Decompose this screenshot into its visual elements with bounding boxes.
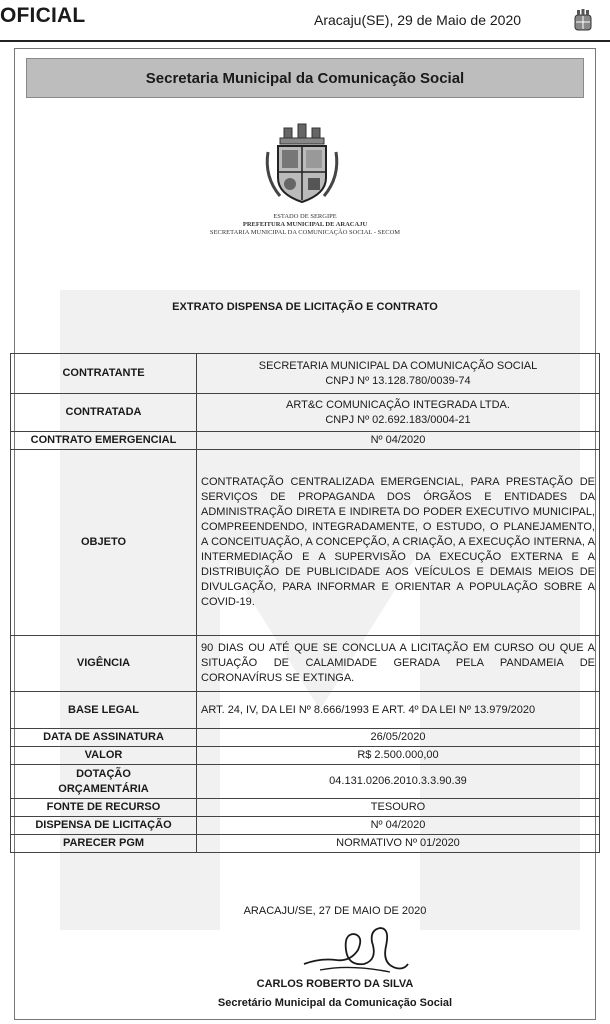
value-contrato: Nº 04/2020 — [197, 432, 600, 450]
header-title: OFICIAL — [0, 4, 86, 27]
institution-prefeitura: PREFEITURA MUNICIPAL DE ARACAJU — [242, 221, 368, 228]
label-dispensa: DISPENSA DE LICITAÇÃO — [11, 817, 197, 835]
label-contratada: CONTRATADA — [11, 394, 197, 432]
label-data-assinatura: DATA DE ASSINATURA — [11, 729, 197, 747]
section-banner: Secretaria Municipal da Comunicação Social — [26, 58, 584, 98]
label-parecer: PARECER PGM — [11, 835, 197, 853]
value-data-assinatura: 26/05/2020 — [197, 729, 600, 747]
label-base-legal: BASE LEGAL — [11, 692, 197, 729]
table-row — [11, 729, 600, 747]
table-row — [11, 432, 600, 450]
signer-name: CARLOS ROBERTO DA SILVA — [256, 978, 414, 990]
table-row — [11, 692, 600, 729]
contratante-name: SECRETARIA MUNICIPAL DA COMUNICAÇÃO SOCIAL — [258, 359, 538, 372]
contratada-name: ART&C COMUNICAÇÃO INTEGRADA LTDA. — [286, 398, 510, 411]
value-parecer: NORMATIVO Nº 01/2020 — [197, 835, 600, 853]
label-fonte: FONTE DE RECURSO — [11, 799, 197, 817]
value-valor: R$ 2.500.000,00 — [197, 747, 600, 765]
label-contratante: CONTRATANTE — [11, 354, 197, 394]
table-row — [11, 747, 600, 765]
sign-place-date: ARACAJU/SE, 27 DE MAIO DE 2020 — [243, 905, 427, 917]
table-row — [11, 450, 600, 636]
table-row — [11, 799, 600, 817]
table-row — [11, 354, 600, 394]
institution-secretaria: SECRETARIA MUNICIPAL DA COMUNICAÇÃO SOCIAL - SECOM — [209, 229, 401, 236]
extract-table — [10, 353, 600, 853]
value-dispensa: Nº 04/2020 — [197, 817, 600, 835]
table-row — [11, 765, 600, 799]
label-objeto: OBJETO — [11, 450, 197, 636]
coat-of-arms-icon — [572, 8, 594, 34]
dotacao-label-2: ORÇAMENTÁRIA — [58, 782, 149, 795]
table-row — [11, 394, 600, 432]
header-rule — [0, 40, 610, 42]
document-title: EXTRATO DISPENSA DE LICITAÇÃO E CONTRATO — [172, 301, 438, 313]
signature-image — [300, 920, 410, 982]
contratada-cnpj: CNPJ Nº 02.692.183/0004-21 — [325, 413, 471, 426]
coat-of-arms-icon — [262, 122, 342, 208]
contratante-cnpj: CNPJ Nº 13.128.780/0039-74 — [325, 374, 471, 387]
value-objeto: CONTRATAÇÃO CENTRALIZADA EMERGENCIAL, PARA PRESTAÇÃO DE SERVIÇOS DE PROPAGANDA DOS ÓRGÃOS E ENTIDADES DA ADMINISTRAÇÃO DIRETA E INDIRETA DO PODER EXECUTIVO MUNICIPAL, COMPREENDENDO, INTEGRADAMENTE, O ESTUDO, O PLANEJAMENTO, A CONCEITUAÇÃO, A CONCEPÇÃO, A CRIAÇÃO, A EXECUÇÃO INTERNA, A INTERMEDIAÇÃO E A SUPERVISÃO DA EXECUÇÃO EXTERNA E A DISTRIBUIÇÃO DE PUBLICIDADE AOS VEÍCULOS E DEMAIS MEIOS DE DIVULGAÇÃO, PARA INFORMAR E ORIENTAR A POPULAÇÃO SOBRE A COVID-19. — [197, 450, 600, 636]
label-dotacao — [11, 765, 197, 799]
value-contratada — [197, 394, 600, 432]
table-row — [11, 835, 600, 853]
institution-state: ESTADO DE SERGIPE — [273, 213, 337, 220]
value-contratante — [197, 354, 600, 394]
label-vigencia: VIGÊNCIA — [11, 636, 197, 692]
institution-block — [150, 213, 460, 237]
signer-role: Secretário Municipal da Comunicação Social — [217, 997, 453, 1009]
label-valor: VALOR — [11, 747, 197, 765]
page-header — [0, 0, 610, 46]
dotacao-label-1: DOTAÇÃO — [76, 767, 131, 780]
value-base-legal: ART. 24, IV, DA LEI Nº 8.666/1993 E ART. 4º DA LEI Nº 13.979/2020 — [197, 692, 600, 729]
value-vigencia: 90 DIAS OU ATÉ QUE SE CONCLUA A LICITAÇÃO EM CURSO OU QUE A SITUAÇÃO DE CALAMIDADE GERADA PELA PANDAMEIA DE CORONAVÍRUS SE EXTINGA. — [197, 636, 600, 692]
header-date: Aracaju(SE), 29 de Maio de 2020 — [314, 12, 522, 28]
table-row — [11, 636, 600, 692]
table-row — [11, 817, 600, 835]
value-fonte: TESOURO — [197, 799, 600, 817]
value-dotacao: 04.131.0206.2010.3.3.90.39 — [197, 765, 600, 799]
label-contrato: CONTRATO EMERGENCIAL — [11, 432, 197, 450]
